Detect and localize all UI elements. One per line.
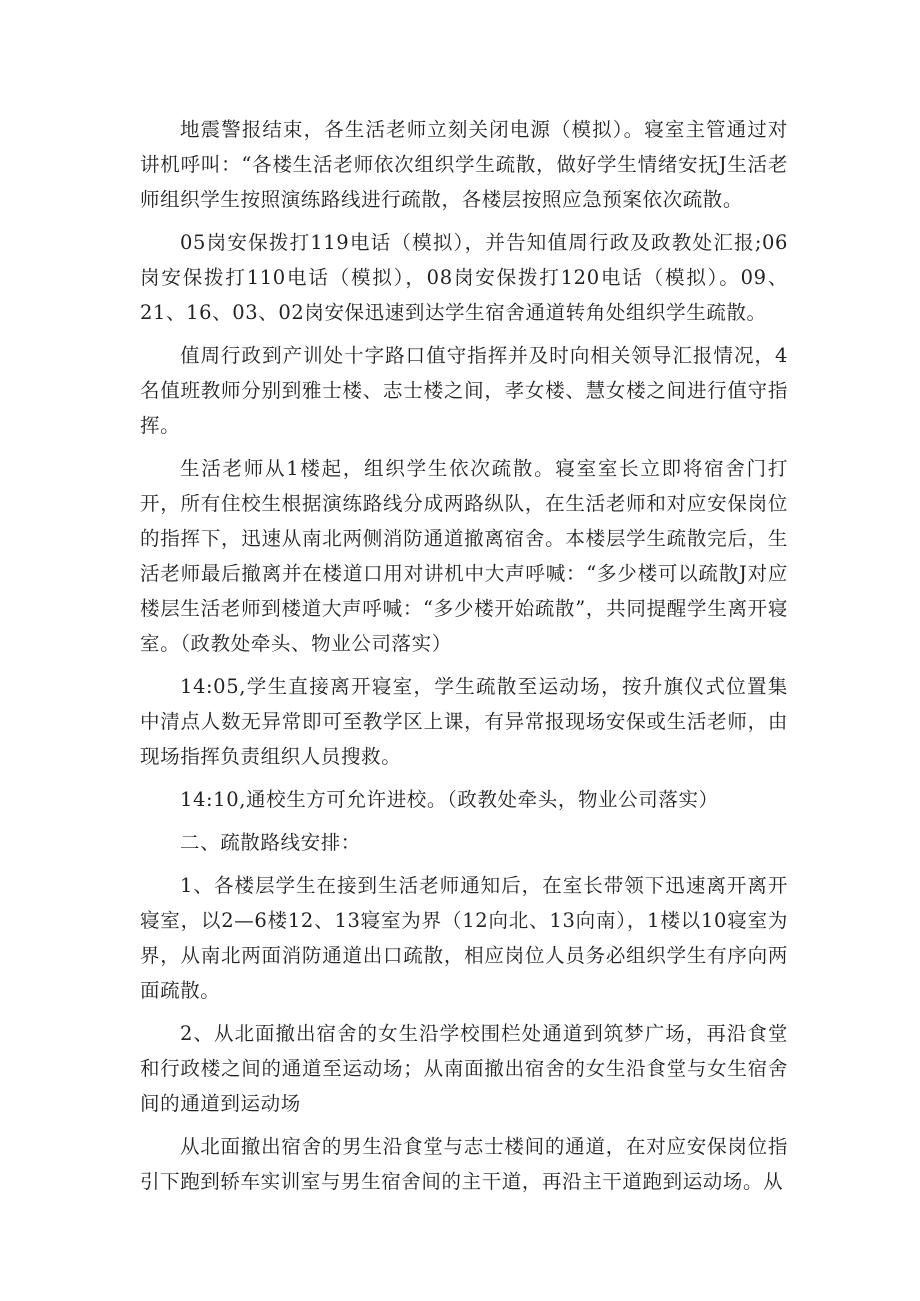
paragraph-alarm-end: 地震警报结束，各生活老师立刻关闭电源（模拟）。寝室主管通过对讲机呼叫：“各楼生活老师依次组织学生疏散，做好学生情绪安抚J生活老师组织学生按照演练路线进行疏散，各楼层按照应急预案依次疏散。 — [140, 118, 788, 211]
paragraph-security-calls: 05岗安保拨打119电话（模拟），并告知值周行政及政教处汇报;06岗安保拨打110电话（模拟），08岗安保拨打120电话（模拟）。09、21、16、03、02岗安保迅速到达学生宿舍通道转角处组织学生疏散。 — [140, 231, 788, 324]
paragraph-route-2: 2、从北面撤出宿舍的女生沿学校围栏处通道到筑梦广场，再沿食堂和行政楼之间的通道至运动场；从南面撤出宿舍的女生沿食堂与女生宿舍间的通道到运动场 — [140, 1022, 788, 1115]
document-body — [140, 112, 788, 1199]
paragraph-route-boys: 从北面撤出宿舍的男生沿食堂与志士楼间的通道，在对应安保岗位指引下跑到轿车实训室与男生宿舍间的主干道，再沿主干道跑到运动场。从 — [140, 1135, 788, 1193]
paragraph-dorm-evacuation: 生活老师从1楼起，组织学生依次疏散。寝室室长立即将宿舍门打开，所有住校生根据演练路线分成两路纵队，在生活老师和对应安保岗位的指挥下，迅速从南北两侧消防通道撤离宿舍。本楼层学生疏散完后，生活老师最后撤离并在楼道口用对讲机中大声呼喊：“多少楼可以疏散J对应楼层生活老师到楼道大声呼喊：“多少楼开始疏散”，共同提醒学生离开寝室。（政教处牵头、物业公司落实） — [140, 457, 788, 655]
section-heading-evacuation-routes: 二、疏散路线安排： — [180, 831, 361, 854]
paragraph-route-1: 1、各楼层学生在接到生活老师通知后，在室长带领下迅速离开离开寝室，以2—6楼12、13寝室为界（12向北、13向南），1楼以10寝室为界，从南北两面消防通道出口疏散，相应岗位人员务必组织学生有序向两面疏散。 — [140, 874, 788, 1002]
paragraph-1410: 14:10,通校生方可允许进校。（政教处牵头，物业公司落实） — [180, 788, 719, 811]
paragraph-1405: 14:05,学生直接离开寝室，学生疏散至运动场，按升旗仪式位置集中清点人数无异常即可至教学区上课，有异常报现场安保或生活老师，由现场指挥负责组织人员搜救。 — [140, 675, 788, 768]
paragraph-duty-admin: 值周行政到产训处十字路口值守指挥并及时向相关领导汇报情况，4名值班教师分别到雅士楼、志士楼之间，孝女楼、慧女楼之间进行值守指挥。 — [140, 344, 788, 437]
